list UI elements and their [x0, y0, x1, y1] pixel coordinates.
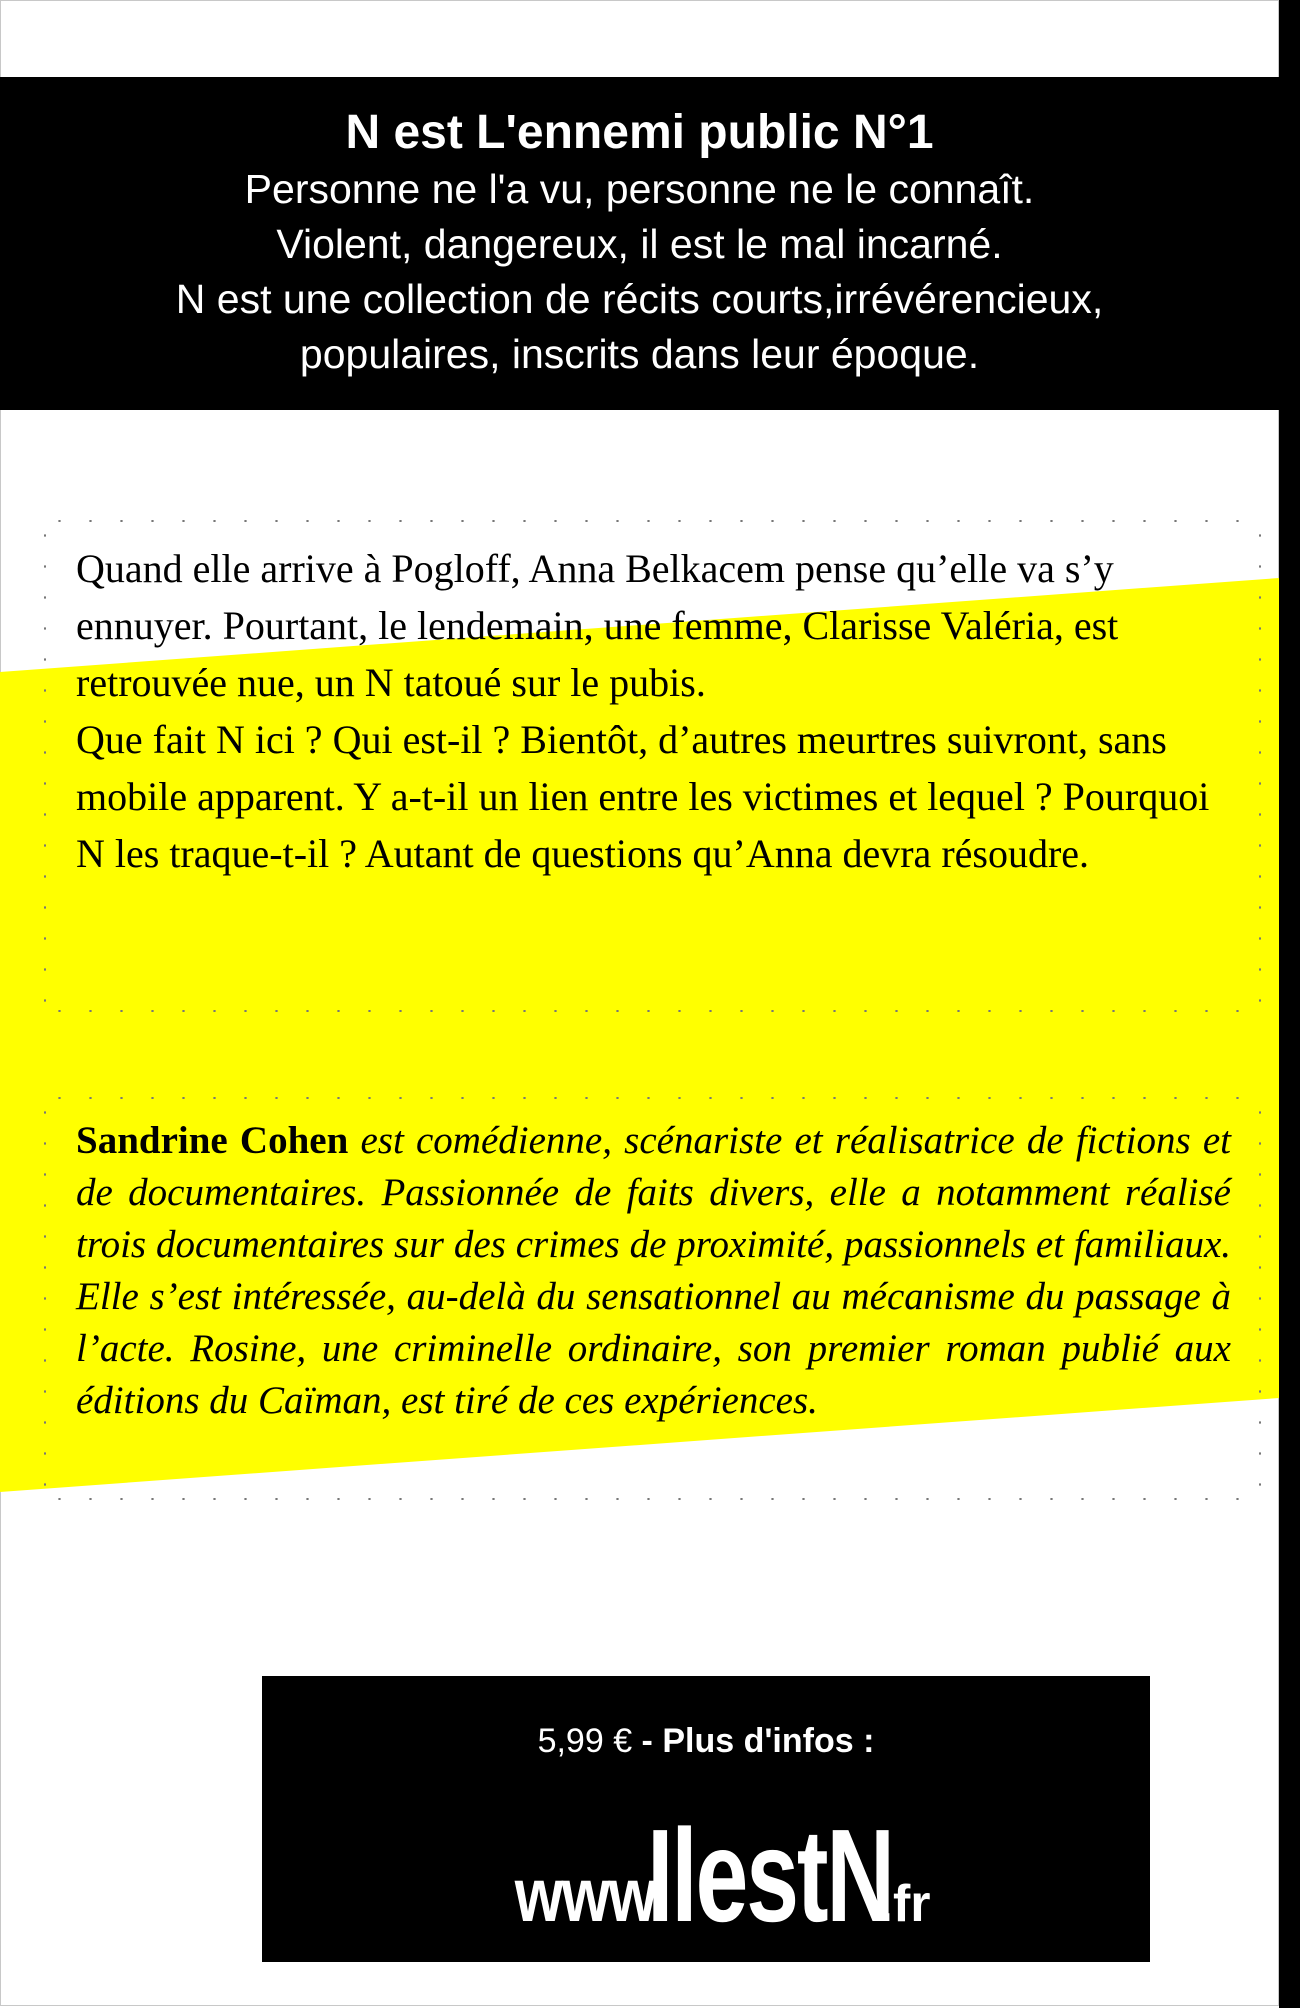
price: 5,99 € — [537, 1722, 633, 1760]
synopsis-paragraph: Quand elle arrive à Pogloff, Anna Belkacem pense qu’elle va s’y ennuyer. Pourtant, le lendemain, une femme, Clarisse Valéria, est retrouvée nue, un N tatoué sur le pubis. — [76, 546, 1119, 705]
url-tld: .fr — [878, 1875, 931, 1933]
price-line — [262, 1720, 1150, 1762]
dotted-guide — [44, 1097, 1259, 1099]
url-name: IlestN — [647, 1802, 893, 1949]
synopsis-paragraph: Que fait N ici ? Qui est-il ? Bientôt, d’autres meurtres suivront, sans mobile apparent. Y a-t-il un lien entre les victimes et lequel ? Pourquoi N les traque-t-il ? Autant de questions qu’Anna devra résoudre. — [76, 717, 1210, 876]
price-separator: - — [632, 1722, 663, 1760]
url-prefix: www. — [515, 1853, 670, 1938]
more-info-label: Plus d'infos : — [662, 1722, 875, 1760]
dotted-guide — [44, 1097, 46, 1498]
banner-title: N est L'ennemi public N°1 — [345, 106, 934, 159]
dotted-guide — [44, 1010, 1259, 1012]
price-box — [262, 1676, 1150, 1962]
banner-line: populaires, inscrits dans leur époque. — [299, 331, 980, 377]
dotted-guide — [44, 520, 46, 1010]
banner-line: N est une collection de récits courts,irrévérencieux, — [175, 276, 1104, 322]
series-banner — [0, 77, 1279, 410]
dotted-guide — [44, 1498, 1259, 1500]
author-bio — [76, 1115, 1231, 1427]
website-link[interactable] — [262, 1802, 1150, 1949]
author-bio-text: est comédienne, scénariste et réalisatrice de fictions et de documentaires. Passionnée de faits divers, elle a notamment réalisé trois documentaires sur des crimes de proximité, passionnels et familiaux. Elle s’est intéressée, au-delà du sensationnel au mécanisme du passage à l’acte. Rosine, une criminelle ordinaire, son premier roman publié aux éditions du Caïman, est tiré de ces expériences. — [76, 1119, 1231, 1422]
dotted-guide — [1259, 520, 1261, 1010]
dotted-guide — [44, 520, 1259, 522]
dotted-guide — [1259, 1097, 1261, 1498]
synopsis — [76, 540, 1226, 882]
right-edge-strip — [1279, 0, 1300, 2008]
banner-line: Violent, dangereux, il est le mal incarné. — [276, 221, 1003, 267]
banner-line: Personne ne l'a vu, personne ne le connaît. — [244, 166, 1035, 212]
author-name: Sandrine Cohen — [76, 1119, 349, 1162]
